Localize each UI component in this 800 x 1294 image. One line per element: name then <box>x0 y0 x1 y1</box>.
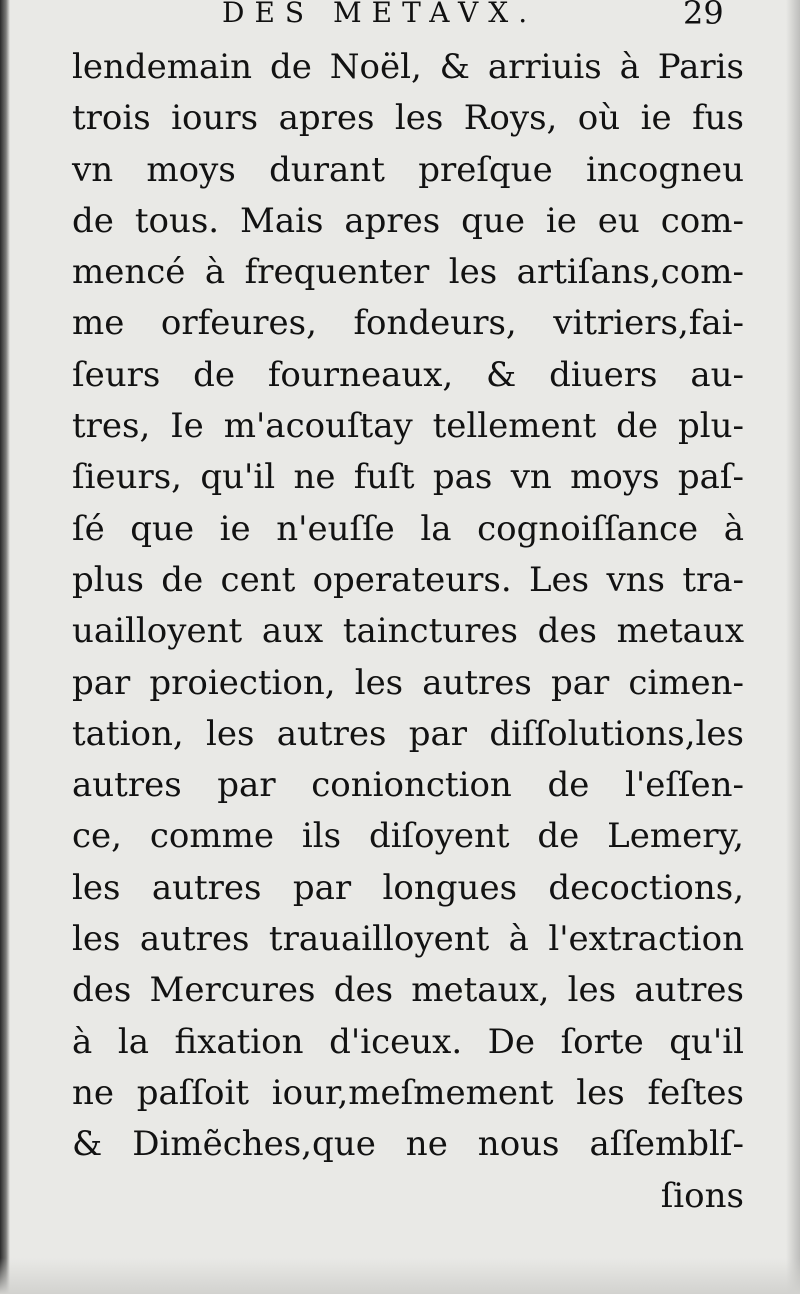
text-line: de tous. Mais apres que ie eu com- <box>72 200 744 241</box>
text-line: par proiection, les autres par cimen- <box>72 662 744 703</box>
page-header <box>0 0 800 36</box>
text-line: ne paſſoit iour,meſmement les feſtes <box>72 1072 744 1113</box>
body-text <box>72 42 744 1222</box>
page-left-edge <box>0 0 10 1294</box>
running-title: DES METAVX. <box>222 0 538 29</box>
page-bottom-edge <box>0 1258 800 1294</box>
text-line: plus de cent operateurs. Les vns tra- <box>72 559 744 600</box>
text-line: ſieurs, qu'il ne fuſt pas vn moys paſ- <box>72 457 744 498</box>
text-line: les autres trauailloyent à l'extraction <box>72 919 744 960</box>
page-number: 29 <box>683 0 724 32</box>
text-line: & Dimẽches,que ne nous aſſemblſ- <box>72 1124 744 1165</box>
text-line: lendemain de Noël, & arriuis à Paris <box>72 47 744 87</box>
page-right-edge <box>786 0 800 1294</box>
catchword: ſions <box>660 1175 744 1216</box>
text-line: vn moys durant preſque incogneu <box>72 149 744 190</box>
text-line: uailloyent aux tainctures des metaux <box>72 611 744 652</box>
text-line: ſé que ie n'euſſe la cognoiſſance à <box>72 508 744 549</box>
text-line: me orfeures, fondeurs, vitriers,fai- <box>72 303 744 344</box>
text-line: ſeurs de fourneaux, & diuers au- <box>72 354 744 395</box>
text-line: mencé à frequenter les artiſans,com- <box>72 252 744 293</box>
text-line: ce, comme ils diſoyent de Lemery, <box>72 816 744 857</box>
text-line: les autres par longues decoctions, <box>72 867 744 908</box>
text-line: des Mercures des metaux, les autres <box>72 970 744 1011</box>
text-line: tation, les autres par diſſolutions,les <box>72 713 744 754</box>
text-line: à la fixation d'iceux. De ſorte qu'il <box>72 1021 744 1062</box>
text-line: autres par conionction de l'eſſen- <box>72 765 744 806</box>
text-line: tres, Ie m'acouſtay tellement de plu- <box>72 406 744 447</box>
text-line: trois iours apres les Roys, où ie fus <box>72 98 744 139</box>
